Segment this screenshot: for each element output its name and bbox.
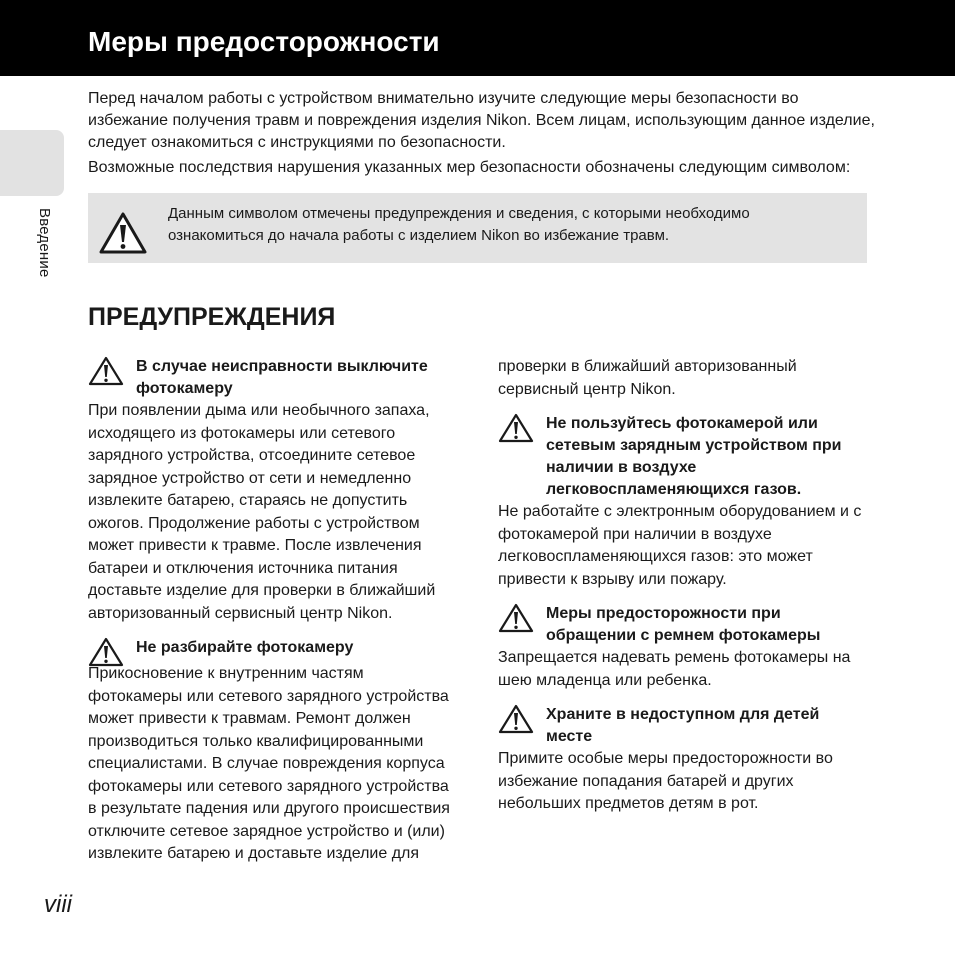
warning-heading	[498, 704, 868, 748]
warning-title: Не пользуйтесь фотокамерой или сетевым зарядным устройством при наличии в воздухе легковоспламеняющихся газов.	[546, 415, 842, 498]
warning-heading	[88, 637, 458, 663]
warning-title: Меры предосторожности при обращении с ремнем фотокамеры	[546, 605, 821, 644]
page-number: viii	[44, 891, 72, 918]
left-column	[88, 356, 458, 866]
warning-triangle-icon	[498, 603, 534, 633]
warning-triangle-icon	[98, 211, 148, 255]
section-tab	[0, 130, 64, 196]
warning-title: Не разбирайте фотокамеру	[136, 639, 354, 656]
warning-heading	[498, 413, 868, 501]
section-heading: ПРЕДУПРЕЖДЕНИЯ	[88, 303, 336, 331]
notice-text: Данным символом отмечены предупреждения и сведения, с которыми необходимо ознакомиться до начала работы с изделием Nikon во избежание травм.	[168, 205, 750, 244]
intro-paragraph: Перед началом работы с устройством внимательно изучите следующие меры безопасности во избежание получения травм и повреждения изделия Nikon. Всем лицам, использующим данное изделие, следует ознакомиться с инструкциями по безопасности.	[88, 90, 875, 151]
warning-triangle-icon	[88, 356, 124, 386]
title-bar	[0, 0, 955, 76]
warning-body-continuation: проверки в ближайший авторизованный сервисный центр Nikon.	[498, 358, 797, 398]
intro-symbol-paragraph: Возможные последствия нарушения указанных мер безопасности обозначены следующим символом:	[88, 159, 851, 176]
notice-box	[88, 193, 867, 263]
warning-triangle-icon	[88, 637, 124, 667]
section-tab-label: Введение	[36, 208, 53, 278]
warning-heading	[498, 603, 868, 647]
warning-title: Храните в недоступном для детей месте	[546, 706, 820, 745]
warning-triangle-icon	[498, 704, 534, 734]
warning-body: Запрещается надевать ремень фотокамеры на шею младенца или ребенка.	[498, 649, 851, 689]
warning-triangle-icon	[498, 413, 534, 443]
warning-body: Прикосновение к внутренним частям фотокамеры или сетевого зарядного устройства может привести к травмам. Ремонт должен производиться только квалифицированными специалистами. В случае повреждения корпуса фотокамеры или сетевого зарядного устройства в результате падения или другого происшествия отключите сетевое зарядное устройство и (или) извлеките батарею и доставьте изделие для	[88, 665, 450, 862]
warning-body: Не работайте с электронным оборудованием и с фотокамерой при наличии в воздухе легковоспламеняющихся газов: это может привести к взрыву или пожару.	[498, 503, 862, 588]
right-column	[498, 356, 868, 816]
warning-body: Примите особые меры предосторожности во избежание попадания батарей и других небольших предметов детям в рот.	[498, 750, 833, 812]
page-title: Меры предосторожности	[88, 26, 440, 57]
warning-body: При появлении дыма или необычного запаха, исходящего из фотокамеры или сетевого зарядного устройства, отсоедините сетевое зарядное устройство от сети и немедленно извлеките батарею, стараясь не допустить ожогов. Продолжение работы с устройством может привести к травме. После извлечения батареи и отключения источника питания доставьте изделие для проверки в ближайший авторизованный сервисный центр Nikon.	[88, 402, 436, 622]
warning-title: В случае неисправности выключите фотокамеру	[136, 358, 428, 397]
warning-heading	[88, 356, 458, 400]
